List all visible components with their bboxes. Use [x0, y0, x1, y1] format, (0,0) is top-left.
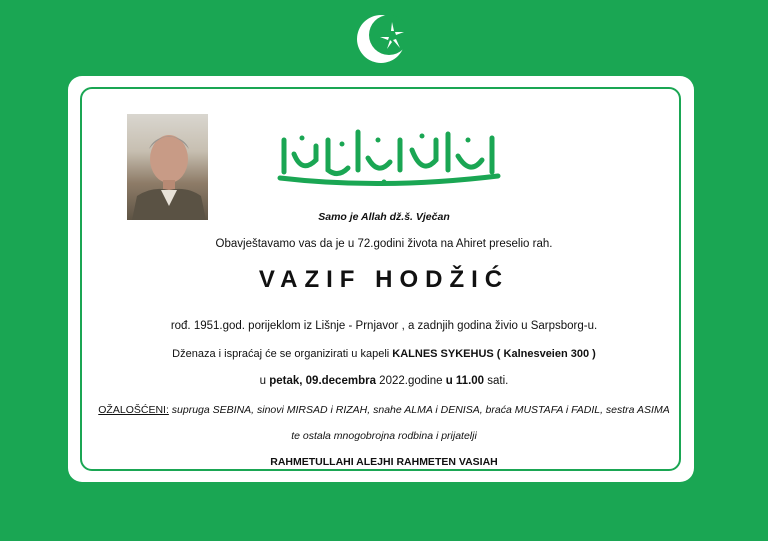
closing-prayer: RAHMETULLAHI ALEJHI RAHMETEN VASIAH: [270, 456, 498, 468]
arabic-calligraphy-image: [272, 110, 506, 188]
date-year: 2022.godine: [375, 375, 446, 387]
portrait-photo: [127, 114, 208, 220]
date-prefix: u: [259, 375, 270, 387]
mourners-line: [0, 404, 768, 416]
funeral-place: KALNES SYKEHUS ( Kalnesveien 300 ): [392, 348, 596, 360]
date-suffix: sati.: [484, 375, 509, 387]
mourners-list: supruga SEBINA, sinovi MIRSAD i RIZAH, snahe ALMA i DENISA, braća MUSTAFA i FADIL, sestra ASIMA: [168, 404, 670, 416]
funeral-time: u 11.00: [445, 375, 485, 387]
mourners-label: OŽALOŠĆENI:: [98, 404, 169, 416]
relatives-line: te ostala mnogobrojna rodbina i prijatelji: [291, 430, 477, 442]
crescent-star-logo: [354, 12, 414, 66]
funeral-date: petak, 09.decembra: [269, 375, 376, 387]
announcement-line: Obavještavamo vas da je u 72.godini života na Ahiret preselio rah.: [215, 238, 553, 250]
date-line: [0, 375, 768, 387]
funeral-prefix: Dženaza i ispraćaj će se organizirati u kapeli: [172, 348, 393, 360]
allah-line: Samo je Allah dž.š. Vječan: [318, 211, 450, 223]
deceased-name: VAZIF HODŽIĆ: [258, 266, 510, 293]
funeral-line: [0, 348, 768, 360]
birth-line: rođ. 1951.god. porijeklom iz Lišnje - Prnjavor , a zadnjih godina živio u Sarpsborg-u.: [170, 320, 598, 332]
